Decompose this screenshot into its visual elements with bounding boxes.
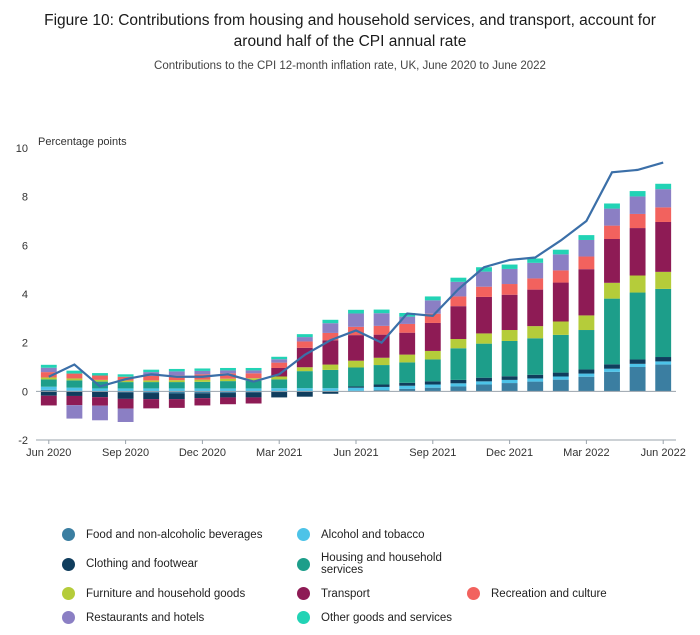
- bar-segment: [143, 376, 159, 380]
- legend-spacer: [467, 552, 700, 576]
- bar-segment: [450, 380, 466, 383]
- bar-segment: [630, 276, 646, 293]
- bar-segment: [220, 379, 236, 381]
- bar-segment: [348, 386, 364, 387]
- bar-segment: [425, 351, 441, 360]
- bar-segment: [553, 373, 569, 377]
- bar-segment: [450, 383, 466, 386]
- bar-segment: [143, 382, 159, 388]
- bar-segment: [425, 323, 441, 351]
- bar-segment: [92, 392, 108, 397]
- bar-segment: [578, 257, 594, 270]
- bar-segment: [41, 379, 57, 386]
- bar-segment: [220, 368, 236, 370]
- bar-segment: [604, 226, 620, 239]
- bar-segment: [399, 324, 415, 333]
- bar-segment: [630, 293, 646, 360]
- bar-segment: [578, 315, 594, 330]
- bar-segment: [194, 380, 210, 382]
- bar-segment: [374, 365, 390, 384]
- bar-segment: [169, 369, 185, 371]
- bar-segment: [476, 287, 492, 297]
- bar-segment: [194, 382, 210, 389]
- bar-segment: [655, 207, 671, 222]
- legend-item[interactable]: [297, 611, 467, 624]
- bar-segment: [66, 391, 82, 396]
- bar-segment: [655, 289, 671, 357]
- legend-label: Transport: [321, 587, 370, 600]
- bar-segment: [630, 214, 646, 228]
- bar-segment: [143, 399, 159, 408]
- bar-segment: [348, 361, 364, 368]
- bar-segment: [655, 361, 671, 364]
- bar-segment: [578, 377, 594, 392]
- bar-segment: [578, 374, 594, 377]
- y-axis-tick-label: -2: [18, 435, 28, 447]
- bar-segment: [348, 313, 364, 326]
- bar-segment: [655, 184, 671, 189]
- bar-segment: [297, 341, 313, 347]
- bar-segment: [578, 369, 594, 373]
- bar-segment: [450, 306, 466, 339]
- bar-segment: [194, 393, 210, 398]
- bar-segment: [322, 370, 338, 388]
- bar-segment: [374, 335, 390, 358]
- bar-segment: [374, 310, 390, 314]
- legend-label: Alcohol and tobacco: [321, 528, 425, 541]
- bar-segment: [297, 392, 313, 397]
- bar-segment: [271, 363, 287, 368]
- bar-segment: [655, 272, 671, 289]
- legend-color-dot-icon: [467, 587, 480, 600]
- legend-item[interactable]: [297, 528, 467, 541]
- y-axis-tick-label: 8: [21, 191, 28, 204]
- bar-segment: [297, 371, 313, 388]
- bar-segment: [425, 300, 441, 313]
- bar-segment: [604, 369, 620, 372]
- bar-segment: [578, 330, 594, 369]
- y-axis-tick-label: 4: [21, 289, 28, 301]
- bar-segment: [143, 380, 159, 382]
- figure-subtitle: Contributions to the CPI 12-month inflation rate, UK, June 2020 to June 2022: [154, 60, 546, 72]
- figure-title: Figure 10: Contributions from housing and household services, and transport, account for around half of the CPI annual rate: [44, 12, 656, 50]
- bar-segment: [527, 278, 543, 289]
- bar-segment: [169, 371, 185, 375]
- x-axis-tick-label: Sep 2020: [102, 447, 150, 459]
- y-axis-tick-label: 6: [21, 240, 28, 253]
- bar-segment: [399, 362, 415, 382]
- bar-segment: [374, 387, 390, 390]
- bar-segment: [527, 290, 543, 327]
- x-axis-tick-label: Sep 2021: [409, 447, 457, 459]
- bar-segment: [578, 235, 594, 240]
- bar-segment: [553, 376, 569, 379]
- bar-segment: [450, 348, 466, 380]
- bar-segment: [450, 296, 466, 306]
- bar-segment: [604, 299, 620, 365]
- bar-segment: [348, 388, 364, 391]
- y-axis-tick-label: 0: [21, 386, 28, 399]
- bar-segment: [246, 393, 262, 398]
- bar-segment: [169, 382, 185, 388]
- legend-item[interactable]: [297, 587, 467, 600]
- bar-segment: [527, 378, 543, 381]
- legend-item[interactable]: [297, 552, 467, 576]
- bar-segment: [194, 398, 210, 405]
- bar-segment: [246, 368, 262, 370]
- bar-segment: [374, 313, 390, 326]
- bar-segment: [476, 344, 492, 378]
- bar-segment: [118, 382, 134, 388]
- legend-label: Recreation and culture: [491, 587, 607, 600]
- bar-segment: [399, 386, 415, 389]
- bar-segment: [553, 335, 569, 373]
- bar-segment: [450, 386, 466, 391]
- bar-segment: [66, 380, 82, 387]
- legend-item[interactable]: [62, 587, 297, 600]
- bar-segment: [655, 222, 671, 272]
- bar-segment: [246, 373, 262, 378]
- y-axis-unit-label: Percentage points: [38, 136, 127, 148]
- bar-segment: [553, 250, 569, 255]
- bar-segment: [143, 370, 159, 372]
- bar-segment: [630, 228, 646, 275]
- bar-segment: [476, 333, 492, 343]
- bar-segment: [399, 333, 415, 355]
- bar-segment: [143, 393, 159, 399]
- bar-segment: [169, 380, 185, 382]
- legend-label: Clothing and footwear: [86, 558, 198, 570]
- bar-segment: [169, 399, 185, 408]
- bar-segment: [92, 397, 108, 406]
- bar-chart: [0, 104, 700, 504]
- bar-segment: [66, 396, 82, 405]
- bar-segment: [348, 310, 364, 314]
- bar-segment: [425, 385, 441, 388]
- bar-segment: [92, 373, 108, 375]
- bar-segment: [476, 381, 492, 384]
- bar-segment: [476, 378, 492, 382]
- bar-segment: [322, 323, 338, 333]
- bar-segment: [246, 370, 262, 373]
- bar-segment: [425, 359, 441, 381]
- y-axis-tick-label: 10: [15, 143, 28, 155]
- bar-segment: [604, 372, 620, 391]
- bar-segment: [297, 367, 313, 371]
- bar-segment: [246, 397, 262, 403]
- bar-segment: [425, 381, 441, 384]
- legend-item[interactable]: [62, 552, 297, 576]
- legend-label: Other goods and services: [321, 611, 453, 624]
- bar-segment: [66, 405, 82, 418]
- bar-segment: [578, 269, 594, 315]
- bar-segment: [322, 365, 338, 370]
- legend-spacer: [467, 528, 700, 541]
- legend-color-dot-icon: [297, 587, 310, 600]
- bar-segment: [271, 357, 287, 359]
- bar-segment: [118, 374, 134, 376]
- x-axis-tick-label: Jun 2021: [333, 447, 379, 459]
- bar-segment: [399, 355, 415, 363]
- bar-segment: [41, 368, 57, 372]
- legend-label: Housing and household services: [321, 552, 442, 576]
- bar-segment: [655, 189, 671, 207]
- bar-segment: [348, 367, 364, 386]
- legend-item[interactable]: [62, 611, 297, 624]
- bar-segment: [502, 265, 518, 269]
- legend-label: Food and non-alcoholic beverages: [86, 528, 263, 541]
- bar-segment: [66, 388, 82, 391]
- bar-segment: [374, 326, 390, 335]
- bar-segment: [92, 406, 108, 421]
- legend-color-dot-icon: [62, 528, 75, 541]
- bar-segment: [604, 203, 620, 208]
- bar-segment: [527, 338, 543, 375]
- bar-segment: [41, 391, 57, 395]
- bar-segment: [502, 383, 518, 391]
- bar-segment: [66, 371, 82, 374]
- bar-segment: [630, 359, 646, 363]
- bar-segment: [220, 393, 236, 397]
- legend-color-dot-icon: [297, 558, 310, 571]
- bar-segment: [630, 196, 646, 214]
- x-axis-tick-label: Jun 2022: [640, 447, 686, 459]
- bar-segment: [553, 380, 569, 392]
- bar-segment: [271, 392, 287, 397]
- bar-segment: [630, 191, 646, 196]
- legend-color-dot-icon: [62, 611, 75, 624]
- bar-segment: [118, 409, 134, 422]
- bar-segment: [553, 283, 569, 322]
- bar-segment: [502, 341, 518, 376]
- bar-segment: [502, 380, 518, 383]
- bar-segment: [271, 379, 287, 388]
- bar-segment: [502, 330, 518, 341]
- legend-label: Restaurants and hotels: [86, 611, 205, 624]
- bar-segment: [66, 378, 82, 380]
- x-axis-tick-label: Mar 2021: [255, 447, 303, 459]
- legend-item[interactable]: [62, 528, 297, 541]
- legend-item[interactable]: [467, 587, 700, 600]
- bar-segment: [41, 377, 57, 379]
- y-axis-tick-label: 2: [21, 337, 28, 350]
- bar-segment: [169, 394, 185, 400]
- plot-area: [0, 104, 700, 504]
- x-axis-tick-label: Jun 2020: [26, 447, 72, 459]
- bar-segment: [220, 370, 236, 373]
- bar-segment: [450, 278, 466, 282]
- bar-segment: [194, 371, 210, 374]
- bar-segment: [425, 296, 441, 300]
- bar-segment: [553, 321, 569, 334]
- bar-segment: [220, 397, 236, 404]
- bar-segment: [476, 272, 492, 287]
- bar-segment: [322, 320, 338, 323]
- bar-segment: [630, 367, 646, 391]
- bar-segment: [578, 240, 594, 257]
- bar-segment: [527, 375, 543, 379]
- bar-segment: [604, 283, 620, 299]
- bar-segment: [66, 374, 82, 379]
- bar-segment: [527, 382, 543, 392]
- bar-segment: [41, 396, 57, 406]
- bar-segment: [604, 364, 620, 368]
- bar-segment: [92, 376, 108, 380]
- bar-segment: [630, 364, 646, 367]
- bar-segment: [220, 381, 236, 388]
- x-axis-tick-label: Dec 2020: [178, 447, 226, 459]
- bar-segment: [348, 335, 364, 361]
- bar-segment: [450, 339, 466, 348]
- bar-segment: [41, 365, 57, 368]
- bar-segment: [502, 376, 518, 380]
- bar-segment: [374, 358, 390, 365]
- chart-legend: [0, 528, 700, 624]
- legend-color-dot-icon: [62, 587, 75, 600]
- bar-segment: [604, 209, 620, 226]
- bar-segment: [297, 337, 313, 341]
- bar-segment: [527, 263, 543, 279]
- bar-segment: [399, 383, 415, 386]
- x-axis-tick-label: Dec 2021: [486, 447, 534, 459]
- bar-segment: [655, 357, 671, 361]
- legend-color-dot-icon: [62, 558, 75, 571]
- bar-segment: [553, 270, 569, 282]
- x-axis-tick-label: Mar 2022: [563, 447, 610, 459]
- bar-segment: [527, 326, 543, 338]
- bar-segment: [425, 388, 441, 392]
- bar-segment: [297, 334, 313, 337]
- bar-segment: [604, 239, 620, 283]
- bar-segment: [655, 365, 671, 392]
- legend-color-dot-icon: [297, 611, 310, 624]
- bar-segment: [194, 368, 210, 370]
- bar-segment: [271, 359, 287, 362]
- bar-segment: [502, 295, 518, 330]
- bar-segment: [476, 297, 492, 334]
- bar-segment: [553, 254, 569, 270]
- bar-segment: [502, 269, 518, 284]
- bar-segment: [41, 387, 57, 390]
- legend-color-dot-icon: [297, 528, 310, 541]
- bar-segment: [374, 385, 390, 387]
- bar-segment: [118, 393, 134, 399]
- bar-segment: [476, 385, 492, 392]
- legend-spacer: [467, 611, 700, 624]
- bar-segment: [502, 284, 518, 295]
- bar-segment: [118, 399, 134, 409]
- legend-label: Furniture and household goods: [86, 587, 246, 600]
